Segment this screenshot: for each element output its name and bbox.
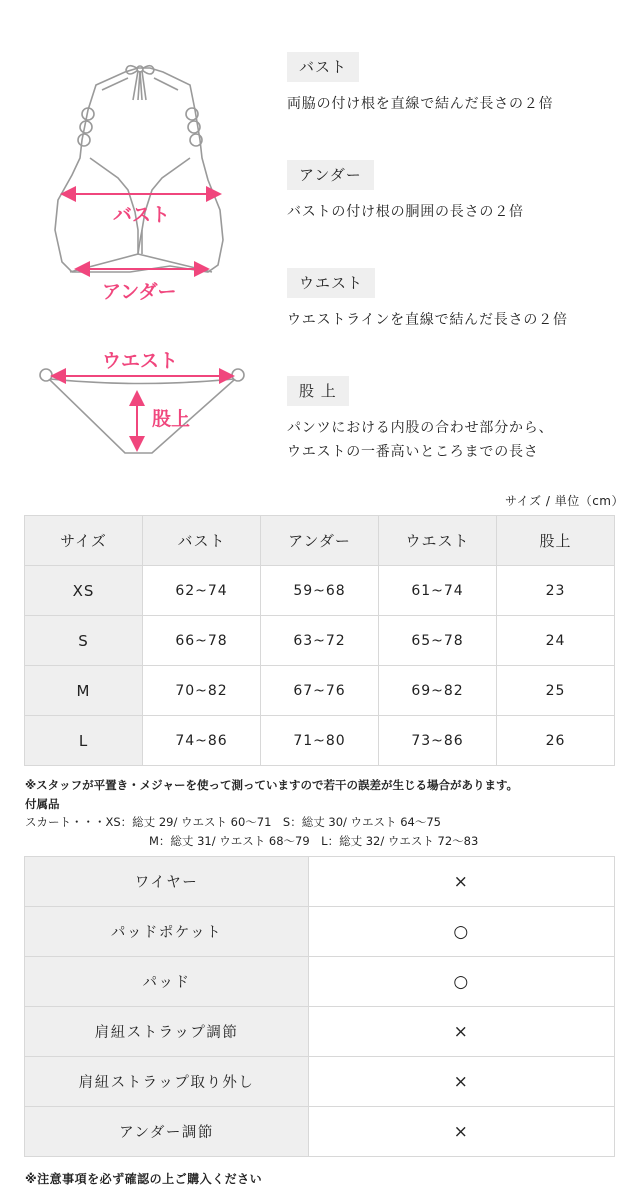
definition-text [287, 416, 627, 464]
skirt-line-2: M：総丈 31/ ウエスト 68～79 L：総丈 32/ ウエスト 72～83 [149, 833, 479, 848]
feature-value: × [309, 1057, 615, 1107]
table-row [25, 666, 615, 716]
feature-value: ○ [309, 957, 615, 1007]
size-cell: XS [25, 566, 143, 616]
under-cell: 71~80 [261, 716, 379, 766]
waist-cell: 61~74 [379, 566, 497, 616]
size-table [24, 515, 615, 766]
bikini-top-icon [55, 66, 223, 272]
table-row [25, 957, 615, 1007]
table-row [25, 1057, 615, 1107]
bust-cell: 74~86 [143, 716, 261, 766]
waist-cell: 65~78 [379, 616, 497, 666]
definition-tag: 股 上 [287, 376, 349, 406]
table-row [25, 616, 615, 666]
definition-text: バストの付け根の胴囲の長さの２倍 [287, 204, 524, 220]
notes-section [25, 776, 625, 850]
under-label: アンダー [102, 281, 177, 303]
feature-name: アンダー調節 [25, 1107, 309, 1157]
rise-cell: 25 [497, 666, 615, 716]
header-size: サイズ [25, 516, 143, 566]
definition-under [287, 160, 627, 224]
under-cell: 59~68 [261, 566, 379, 616]
footer-note: ※注意事項を必ず確認の上ご購入ください [25, 1172, 263, 1186]
size-cell: M [25, 666, 143, 716]
bust-label: バスト [113, 204, 171, 226]
header-bust: バスト [143, 516, 261, 566]
definition-waist [287, 268, 627, 332]
table-row [25, 907, 615, 957]
table-row [25, 1107, 615, 1157]
table-row [25, 716, 615, 766]
header-rise: 股上 [497, 516, 615, 566]
table-row [25, 857, 615, 907]
skirt-line-1: スカート・・・XS：総丈 29/ ウエスト 60～71 S：総丈 30/ ウエスト 64～75 [25, 815, 441, 829]
definition-text-line: パンツにおける内股の合わせ部分から、 [287, 420, 554, 436]
unit-note: サイズ / 単位（cm） [505, 494, 624, 508]
feature-name: 肩紐ストラップ取り外し [25, 1057, 309, 1107]
definition-tag: バスト [287, 52, 359, 82]
feature-name: ワイヤー [25, 857, 309, 907]
rise-cell: 23 [497, 566, 615, 616]
size-cell: S [25, 616, 143, 666]
table-row [25, 1007, 615, 1057]
definition-bust [287, 52, 627, 116]
waist-label: ウエスト [102, 350, 179, 372]
definition-tag: ウエスト [287, 268, 375, 298]
feature-value: × [309, 1007, 615, 1057]
accessories-title: 付属品 [25, 796, 60, 811]
under-cell: 67~76 [261, 666, 379, 716]
waist-cell: 73~86 [379, 716, 497, 766]
definition-text: 両脇の付け根を直線で結んだ長さの２倍 [287, 96, 554, 112]
header-waist: ウエスト [379, 516, 497, 566]
feature-value: × [309, 1107, 615, 1157]
feature-value: × [309, 857, 615, 907]
bust-cell: 70~82 [143, 666, 261, 716]
rise-cell: 26 [497, 716, 615, 766]
definition-text-line: ウエストの一番高いところまでの長さ [287, 444, 539, 460]
feature-value: ○ [309, 907, 615, 957]
feature-name: パッドポケット [25, 907, 309, 957]
bust-cell: 66~78 [143, 616, 261, 666]
definition-tag: アンダー [287, 160, 374, 190]
measurement-illustration [30, 40, 250, 480]
size-cell: L [25, 716, 143, 766]
header-under: アンダー [261, 516, 379, 566]
bust-cell: 62~74 [143, 566, 261, 616]
table-row [25, 566, 615, 616]
definition-rise [287, 376, 627, 464]
feature-name: 肩紐ストラップ調節 [25, 1007, 309, 1057]
waist-cell: 69~82 [379, 666, 497, 716]
table-header-row [25, 516, 615, 566]
rise-label: 股上 [152, 408, 191, 430]
under-cell: 63~72 [261, 616, 379, 666]
bikini-bottom-icon [40, 369, 244, 453]
disclaimer-note: ※スタッフが平置き・メジャーを使って測っていますので若干の誤差が生じる場合があります。 [25, 778, 519, 792]
feature-name: パッド [25, 957, 309, 1007]
feature-table [24, 856, 615, 1157]
rise-cell: 24 [497, 616, 615, 666]
definition-text: ウエストラインを直線で結んだ長さの２倍 [287, 312, 568, 328]
